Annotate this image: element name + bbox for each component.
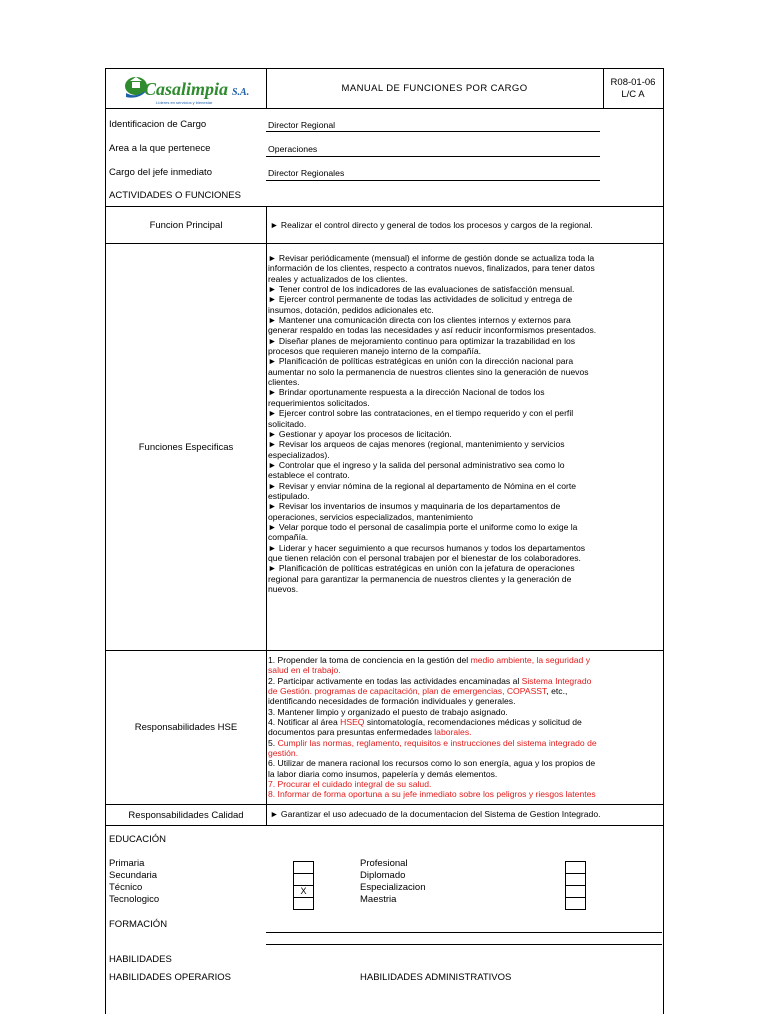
especifica-line: ► Controlar que el ingreso y la salida del personal administrativo sea como lo [268, 459, 565, 470]
especifica-line: ► Revisar y enviar nómina de la regional al departamento de Nómina en el corte [268, 480, 577, 491]
especifica-line: estipulado. [268, 490, 310, 501]
edu-maestria-label: Maestria [360, 894, 397, 905]
area-underline [266, 156, 600, 157]
especifica-line: ► Revisar los arqueos de cajas menores (regional, mantenimiento y servicios [268, 439, 565, 450]
hse-line [268, 738, 661, 748]
especifica-line: nuevos. [268, 584, 299, 594]
hse-line [268, 665, 661, 675]
hse-text: 1. Propender la toma de conciencia en la gestión del [268, 655, 471, 665]
especifica-line: ► Ejercer control sobre las contrataciones, en el tiempo requerido y con el perfil [268, 408, 574, 419]
hse-line [268, 789, 661, 799]
cargo-underline [266, 131, 600, 132]
hse-highlight-text: laborales. [434, 727, 472, 738]
edu-primaria-label: Primaria [109, 858, 145, 869]
especifica-line: ► Mantener una comunicación directa con los clientes internos y externos para [268, 315, 571, 326]
hse-highlight-text: de Gestión. programas de capacitación, plan de emergencias, COPASST [268, 686, 547, 697]
especifica-line: establece el contrato. [268, 470, 350, 481]
hse-text: 5. [268, 737, 278, 748]
especifica-line: operaciones, servicios especializados, mantenimiento [268, 511, 473, 522]
jefe-underline [266, 180, 600, 181]
especifica-line: generar respaldo en todas las necesidades y así reducir inconformismos presentados. [268, 325, 597, 336]
hse-line [268, 686, 661, 696]
especifica-line: ► Brindar oportunamente respuesta a la dirección Nacional de todos los [268, 387, 545, 398]
cargo-label: Identificacion de Cargo [109, 119, 207, 130]
especifica-line: ► Revisar los inventarios de insumos y maquinaria de los departamentos de [268, 501, 561, 512]
edu-secundaria-label: Secundaria [109, 870, 158, 881]
hse-text: identificando necesidades de formación individuales y generales. [268, 696, 516, 707]
hse-text: , etc., [546, 686, 568, 697]
hse-highlight-text: medio ambiente, la seguridad y [470, 655, 590, 665]
hse-line [268, 655, 661, 665]
document-page [105, 68, 664, 1014]
especifica-line: ► Liderar y hacer seguimiento a que recursos humanos y todos los departamentos [268, 542, 586, 553]
logo-tagline: Líderes en servicios y bienestar [156, 100, 213, 105]
calidad-label: Responsabilidades Calidad [128, 809, 244, 821]
hse-line [268, 696, 661, 706]
especifica-line: procesos que requieren manejo interno de la compañía. [268, 346, 482, 357]
calidad-bottom-border [106, 825, 663, 826]
hse-text: 3. Mantener limpio y organizado el puesto de trabajo asignado. [268, 706, 508, 717]
formacion-line-1 [266, 932, 662, 933]
especifica-line: reales y actualizados de los clientes. [268, 273, 408, 284]
especificas-divider [266, 244, 267, 650]
hse-line [268, 727, 661, 737]
edu-diplomado-label: Diplomado [360, 870, 406, 881]
code-number: R08-01-06 [610, 76, 656, 88]
hse-label: Responsabilidades HSE [134, 722, 238, 733]
habilidades-title: HABILIDADES [109, 954, 172, 965]
casalimpia-logo [106, 69, 266, 108]
calidad-divider [266, 805, 267, 825]
hse-text: sintomatología, recomendaciones médicas y solicitud de [364, 717, 582, 728]
formacion-line-2 [266, 944, 662, 945]
hse-line [268, 717, 661, 727]
hse-text: 6. Utilizar de manera racional los recursos como lo son energía, agua y los propios de [268, 758, 596, 769]
especificas-label: Funciones Especificas [138, 441, 234, 453]
especificas-list [268, 253, 660, 594]
hse-list [268, 655, 661, 800]
manual-title: MANUAL DE FUNCIONES POR CARGO [266, 69, 604, 108]
code-version: L/C A [621, 88, 645, 100]
hse-line [268, 779, 661, 789]
hse-highlight-text: Cumplir las normas, reglamento, requisitos e instrucciones del sistema integrado de [277, 737, 597, 748]
principal-text: ► Realizar el control directo y general de todos los procesos y cargos de la regional. [270, 220, 593, 230]
especifica-line: especializados). [268, 449, 330, 460]
hse-highlight-text: 7. Procurar el cuidado integral de su salud. [268, 779, 432, 790]
cargo-value: Director Regional [268, 120, 336, 130]
hse-line [268, 676, 661, 686]
hse-highlight-text: Sistema Integrado [521, 675, 592, 686]
jefe-value: Director Regionales [268, 168, 345, 178]
edu-tecnologico-checkbox[interactable] [293, 897, 314, 910]
header-row [106, 68, 663, 109]
habilidades-administrativos: HABILIDADES ADMINISTRATIVOS [360, 972, 512, 983]
especifica-line: ► Tener control de los indicadores de las evaluaciones de satisfacción mensual. [268, 284, 575, 295]
edu-maestria-checkbox[interactable] [565, 897, 586, 910]
edu-especializacion-label: Especializacion [360, 882, 426, 893]
area-value: Operaciones [268, 144, 318, 154]
hse-line [268, 758, 661, 768]
formacion-title: FORMACIÓN [109, 919, 168, 930]
principal-label: Funcion Principal [149, 219, 223, 231]
especifica-line: regional para garantizar la permanencia de nuestros clientes y la generación de [268, 573, 572, 584]
hse-highlight-text: HSEQ [340, 717, 365, 728]
especifica-line: ► Velar porque todo el personal de casalimpia porte el uniforme como lo exige la [268, 521, 578, 532]
hse-line [268, 707, 661, 717]
especifica-line: ► Planificación de políticas estratégicas en unión con la jefatura de operaciones [268, 563, 575, 574]
jefe-label: Cargo del jefe inmediato [109, 167, 212, 178]
hse-line [268, 748, 661, 758]
edu-profesional-label: Profesional [360, 858, 408, 869]
hse-text: documentos para presuntas enfermedades [268, 727, 435, 738]
especifica-line: requerimientos solicitados. [268, 397, 370, 408]
especifica-line: ► Gestionar y apoyar los procesos de licitación. [268, 428, 452, 439]
especifica-line: clientes. [268, 377, 300, 388]
especifica-line: ► Revisar periódicamente (mensual) el informe de gestión donde se actualiza toda la [268, 253, 595, 263]
document-code [603, 69, 663, 108]
edu-tecnico-checkbox[interactable]: X [293, 885, 314, 898]
especifica-line: información de los clientes, respecto a contratos nuevos, finalizados, para tener datos [268, 263, 595, 274]
principal-divider [266, 207, 267, 243]
area-label: Area a la que pertenece [109, 143, 211, 154]
especifica-line: solicitado. [268, 418, 307, 429]
hse-highlight-text: gestión. [268, 748, 299, 759]
hse-highlight-text: 8. Informar de forma oportuna a su jefe inmediato sobre los peligros y riesgos latentes [268, 789, 596, 800]
hse-line [268, 769, 661, 779]
habilidades-operarios: HABILIDADES OPERARIOS [109, 972, 231, 983]
hse-text: 2. Participar activamente en todas las actividades encaminadas al [268, 675, 522, 686]
especifica-line: ► Diseñar planes de mejoramiento continuo para optimizar la trazabilidad en los [268, 335, 576, 346]
especifica-line: ► Planificación de políticas estratégicas en unión con la dirección nacional para [268, 356, 574, 367]
logo-cell [106, 69, 267, 108]
hse-highlight-text: salud en el trabajo. [268, 665, 341, 676]
especifica-line: ► Ejercer control permanente de todas las actividades de solicitud y entrega de [268, 294, 573, 305]
logo-suffix: S.A. [232, 87, 250, 98]
educacion-title: EDUCACIÓN [109, 834, 167, 845]
especifica-line: compañía. [268, 532, 309, 543]
actividades-label: ACTIVIDADES O FUNCIONES [109, 190, 241, 201]
logo-text: Casalimpia [144, 79, 229, 99]
especifica-line: que tienen relación con el personal trabajen por el bienestar de los colaboradores. [268, 552, 581, 563]
especifica-line: insumos, dotación, pedidos adicionales etc. [268, 304, 434, 315]
hse-divider [266, 651, 267, 804]
hse-text: la labor diaria como insumos, papelería y demás elementos. [268, 768, 498, 779]
hse-text: 4. Notificar al área [268, 717, 341, 728]
edu-tecnico-label: Técnico [109, 882, 143, 893]
calidad-text: ► Garantizar el uso adecuado de la documentacion del Sistema de Gestion Integrado. [270, 809, 601, 819]
especifica-line: aumentar no solo la permanencia de nuestros clientes sino la generación de nuevos [268, 366, 589, 377]
edu-tecnologico-label: Tecnologico [109, 894, 160, 905]
